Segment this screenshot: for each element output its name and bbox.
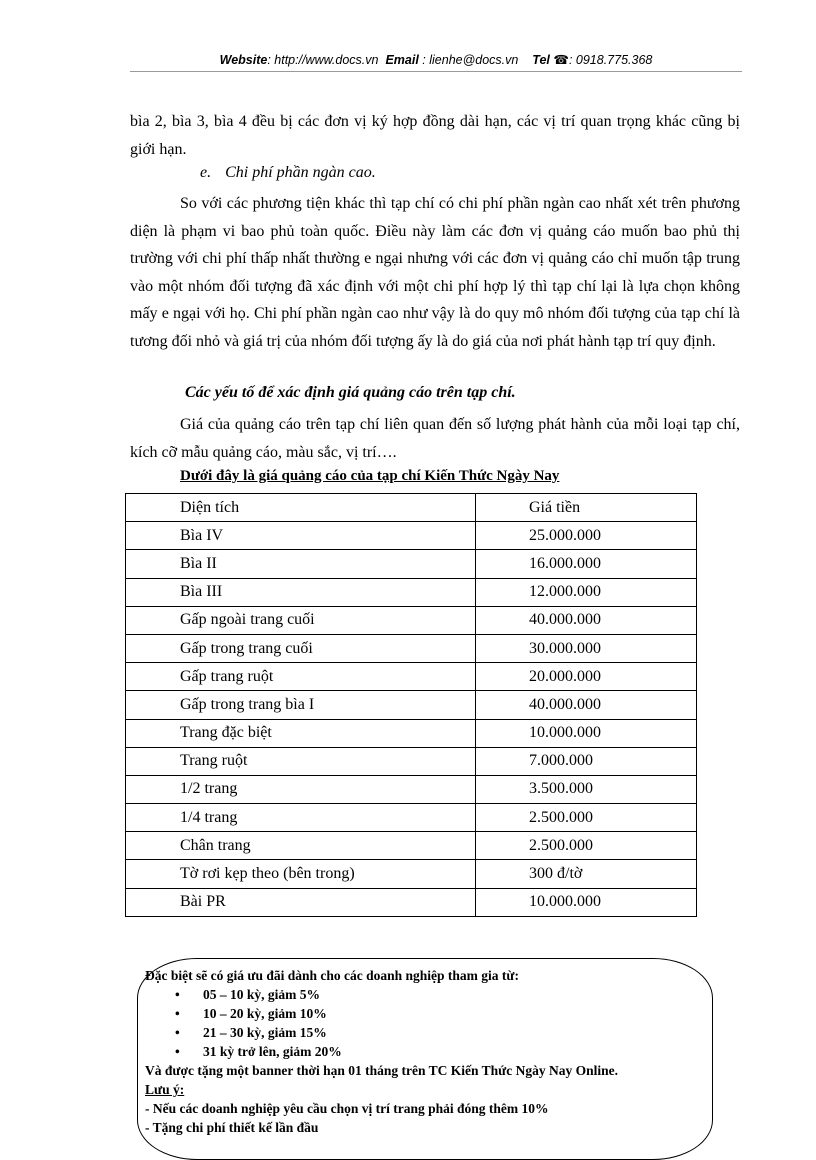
cell-price: 3.500.000	[476, 775, 697, 803]
promotion-intro: Đặc biệt sẽ có giá ưu đãi dành cho các doanh nghiệp tham gia từ:	[145, 968, 519, 983]
cell-price: 2.500.000	[476, 804, 697, 832]
email-value: : lienhe@docs.vn	[418, 53, 519, 67]
cell-price: 25.000.000	[476, 522, 697, 550]
bullet-icon: •	[175, 1006, 180, 1021]
list-item	[145, 1004, 705, 1023]
cell-price: 20.000.000	[476, 663, 697, 691]
discount-text: 10 – 20 kỳ, giảm 10%	[203, 1006, 327, 1021]
cell-price: 10.000.000	[476, 719, 697, 747]
cell-price: 10.000.000	[476, 888, 697, 916]
section-e-number: e.	[200, 164, 212, 181]
cell-area: Bìa IV	[126, 522, 476, 550]
list-item	[145, 985, 705, 1004]
website-value: : http://www.docs.vn	[267, 53, 379, 67]
table-row	[126, 663, 697, 691]
discount-text: 21 – 30 kỳ, giảm 15%	[203, 1025, 327, 1040]
table-header-row	[126, 494, 697, 522]
list-item	[145, 1023, 705, 1042]
paragraph-cost: So với các phương tiện khác thì tạp chí có chi phí phần ngàn cao nhất xét trên phương diện là phạm vi bao phủ toàn quốc. Điều này làm các đơn vị quảng cáo muốn bao phủ thị trường với chi phí thấp nhất thường e ngại nhưng với các đơn vị quảng cáo chỉ muốn tập trung vào một nhóm đối tượng đã xác định với một chi phí hợp lý thì tạp chí lại là lựa chọn không mấy e ngại với họ. Chi phí phần ngàn cao như vậy là do quy mô nhóm đối tượng của tạp chí là tương đối nhỏ và giá trị của nhóm đối tượng ấy là do giá của nơi phát hành tạp trí quy định.	[130, 195, 740, 350]
note-label: Lưu ý:	[145, 1082, 185, 1097]
bullet-icon: •	[175, 987, 180, 1002]
cell-area: Chân trang	[126, 832, 476, 860]
section-factors-heading: Các yếu tố để xác định giá quảng cáo trên tạp chí.	[185, 384, 516, 401]
cell-area: Gấp trong trang bìa I	[126, 691, 476, 719]
table-row	[126, 606, 697, 634]
cell-price: 40.000.000	[476, 606, 697, 634]
promotion-note	[145, 966, 705, 1137]
cell-price: 300 đ/tờ	[476, 860, 697, 888]
tel-value: ☎: 0918.775.368	[553, 53, 653, 67]
header-price: Giá tiền	[476, 494, 697, 522]
table-row	[126, 578, 697, 606]
cell-area: Gấp trang ruột	[126, 663, 476, 691]
header-divider	[130, 71, 742, 72]
table-row	[126, 634, 697, 662]
section-e-title: Chi phí phần ngàn cao.	[225, 164, 376, 181]
website-label: Website	[219, 53, 268, 67]
discount-list	[145, 985, 705, 1061]
table-row	[126, 691, 697, 719]
bullet-icon: •	[175, 1044, 180, 1059]
table-row	[126, 719, 697, 747]
table-row	[126, 832, 697, 860]
note-line-position: - Nếu các doanh nghiệp yêu cầu chọn vị trí trang phải đóng thêm 10%	[145, 1101, 549, 1116]
paragraph-factors: Giá của quảng cáo trên tạp chí liên quan đến số lượng phát hành của mỗi loại tạp chí, kích cỡ mẫu quảng cáo, màu sắc, vị trí….	[130, 416, 740, 461]
cell-area: Bìa II	[126, 550, 476, 578]
cell-area: Tờ rơi kẹp theo (bên trong)	[126, 860, 476, 888]
banner-offer: Và được tặng một banner thời hạn 01 tháng trên TC Kiến Thức Ngày Nay Online.	[145, 1063, 618, 1078]
price-table	[125, 493, 697, 917]
cell-area: Trang ruột	[126, 747, 476, 775]
bullet-icon: •	[175, 1025, 180, 1040]
cell-price: 7.000.000	[476, 747, 697, 775]
cell-price: 12.000.000	[476, 578, 697, 606]
section-e-heading	[200, 164, 376, 182]
page-header	[130, 52, 742, 67]
table-caption: Dưới đây là giá quảng cáo của tạp chí Kiến Thức Ngày Nay	[180, 468, 560, 484]
table-row	[126, 888, 697, 916]
table-row	[126, 775, 697, 803]
header-area: Diện tích	[126, 494, 476, 522]
email-label: Email	[385, 53, 419, 67]
cell-area: 1/2 trang	[126, 775, 476, 803]
table-row	[126, 747, 697, 775]
table-row	[126, 860, 697, 888]
table-row	[126, 550, 697, 578]
cell-price: 40.000.000	[476, 691, 697, 719]
tel-label: Tel	[532, 53, 550, 67]
note-line-design: - Tặng chi phí thiết kế lần đầu	[145, 1120, 319, 1135]
cell-price: 2.500.000	[476, 832, 697, 860]
cell-area: 1/4 trang	[126, 804, 476, 832]
cell-area: Trang đặc biệt	[126, 719, 476, 747]
list-item	[145, 1042, 705, 1061]
cell-price: 30.000.000	[476, 634, 697, 662]
table-row	[126, 522, 697, 550]
discount-text: 31 kỳ trở lên, giảm 20%	[203, 1044, 342, 1059]
cell-area: Gấp trong trang cuối	[126, 634, 476, 662]
cell-area: Gấp ngoài trang cuối	[126, 606, 476, 634]
cell-area: Bìa III	[126, 578, 476, 606]
cell-area: Bài PR	[126, 888, 476, 916]
discount-text: 05 – 10 kỳ, giảm 5%	[203, 987, 321, 1002]
cell-price: 16.000.000	[476, 550, 697, 578]
paragraph-continuation: bìa 2, bìa 3, bìa 4 đều bị các đơn vị ký hợp đồng dài hạn, các vị trí quan trọng khác cũng bị giới hạn.	[130, 113, 740, 158]
table-row	[126, 804, 697, 832]
